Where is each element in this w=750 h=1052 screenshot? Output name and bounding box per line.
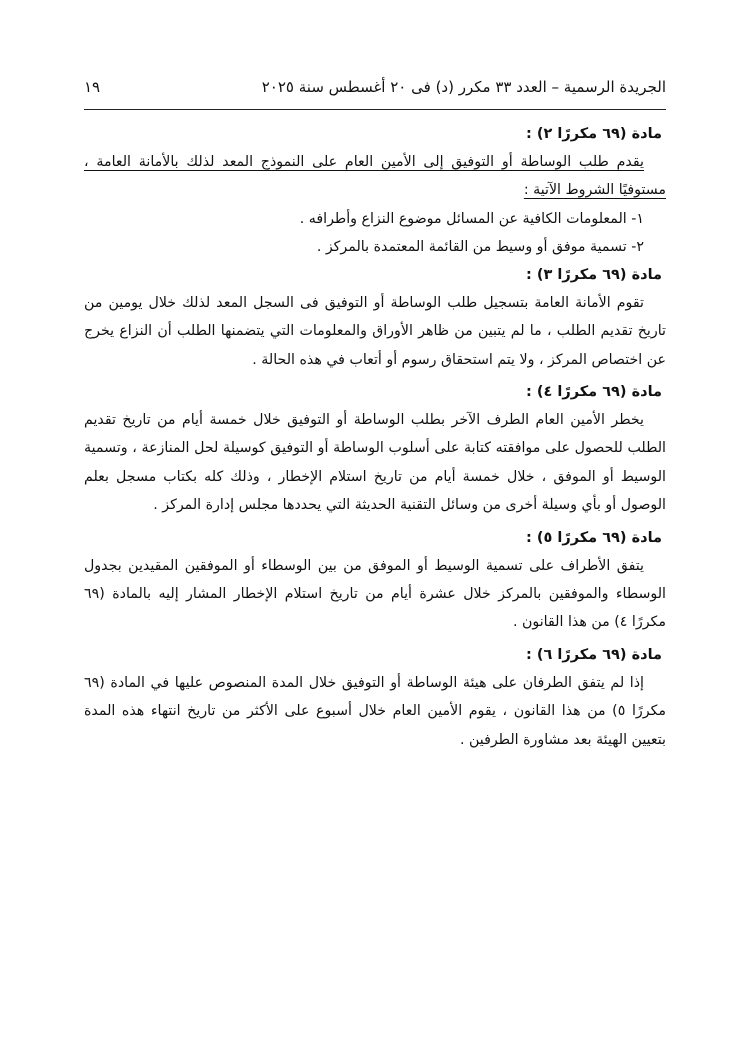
article-69-bis-5 <box>84 524 666 637</box>
article-paragraph: يتفق الأطراف على تسمية الوسيط أو الموفق من بين الوسطاء أو الموفقين المقيدين بجدول الوسطاء والموفقين بالمركز خلال عشرة أيام من تاريخ استلام الإخطار المشار إليه بالمادة (٦٩ مكررًا ٤) من هذا القانون . <box>84 557 666 631</box>
article-heading: مادة (٦٩ مكررًا ٥) : <box>526 529 662 546</box>
page-number: ١٩ <box>84 78 101 96</box>
list-item: ٢- تسمية موفق أو وسيط من القائمة المعتمدة بالمركز . <box>316 238 644 255</box>
page-header <box>84 70 666 104</box>
article-paragraph: يقدم طلب الوساطة أو التوفيق إلى الأمين العام على النموذج المعد لذلك بالأمانة العامة ، مستوفيًا الشروط الآتية : <box>84 154 666 199</box>
article-heading: مادة (٦٩ مكررًا ٢) : <box>526 126 662 142</box>
article-heading: مادة (٦٩ مكررًا ٤) : <box>526 384 662 401</box>
article-heading: مادة (٦٩ مكررًا ٦) : <box>526 646 662 663</box>
header-rule <box>84 109 666 110</box>
article-paragraph: يخطر الأمين العام الطرف الآخر بطلب الوساطة أو التوفيق خلال خمسة أيام من تاريخ تقديم الطلب للحصول على موافقته كتابة على أسلوب الوساطة أو التوفيق كوسيلة لحل المنازعة ، وتسمية الوسيط أو الموفق ، خلال خمسة أيام من تاريخ استلام الإخطار ، وذلك كله بكتاب مسجل بعلم الوصول أو بأي وسيلة أخرى من وسائل التقنية الحديثة التي يحددها مجلس إدارة المركز . <box>84 412 666 514</box>
article-69-bis-3 <box>84 261 666 374</box>
article-paragraph: إذا لم يتفق الطرفان على هيئة الوساطة أو التوفيق خلال المدة المنصوص عليها في المادة (٦٩ مكررًا ٥) من هذا القانون ، يقوم الأمين العام خلال أسبوع على الأكثر من تاريخ انتهاء هذه المدة بتعيين الهيئة بعد مشاورة الطرفين . <box>84 674 666 748</box>
article-heading: مادة (٦٩ مكررًا ٣) : <box>526 266 662 283</box>
document-body <box>84 120 666 754</box>
article-69-bis-4 <box>84 378 666 520</box>
article-69-bis-2 <box>84 120 666 261</box>
article-paragraph: تقوم الأمانة العامة بتسجيل طلب الوساطة أو التوفيق فى السجل المعد لذلك خلال يومين من تاريخ تقديم الطلب ، ما لم يتبين من ظاهر الأوراق والمعلومات التي يتضمنها الطلب أن النزاع يخرج عن اختصاص المركز ، ولا يتم استحقاق رسوم أو أتعاب في هذه الحالة . <box>84 294 666 368</box>
article-69-bis-6 <box>84 641 666 754</box>
header-title: الجريدة الرسمية – العدد ٣٣ مكرر (د) فى ٢٠ أغسطس سنة ٢٠٢٥ <box>261 78 666 96</box>
list-item: ١- المعلومات الكافية عن المسائل موضوع النزاع وأطرافه . <box>299 210 644 227</box>
